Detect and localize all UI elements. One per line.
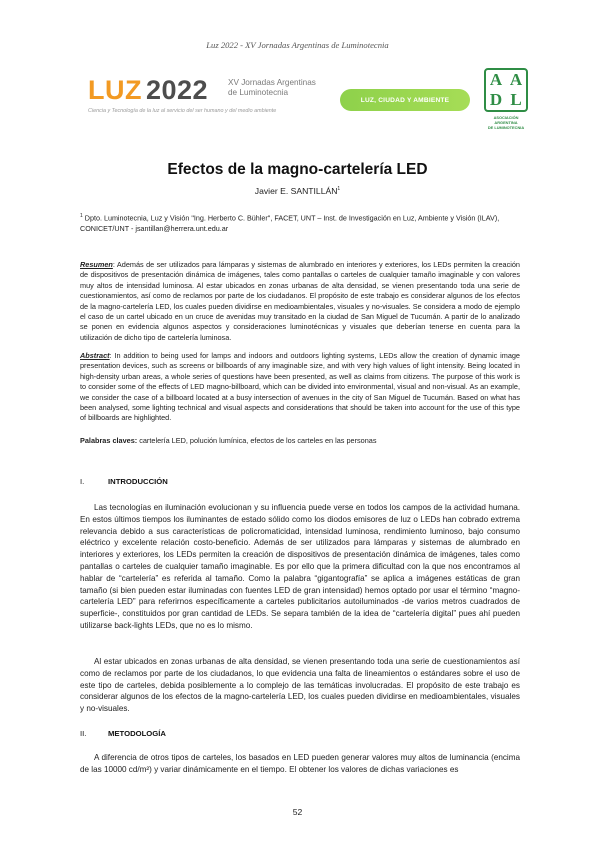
- resumen-label: Resumen: [80, 260, 113, 269]
- luz-logo-tagline: Ciencia y Tecnología de la luz al servicio del ser humano y del medio ambiente: [88, 108, 277, 114]
- keywords-label: Palabras claves:: [80, 436, 138, 445]
- section-number: I.: [80, 477, 85, 486]
- abstract-paragraph: [80, 351, 520, 424]
- luz-logo-subtitle: [228, 78, 338, 98]
- abstract-text: : In addition to being used for lamps and indoors and outdoors lighting systems, LEDs allow the creation of dynamic image presentation devices, such as screens or billboards of any imaginable size, and with very high values of light intensity. Being located in high-density urban areas, a whole series of questions have been presented, as well as claims from citizens. The purpose of this work is to consider some of the effects of LED magno-billboard, which can be divided into environmental, visual and non-visual. As an example, we consider the case of a billboard located at a busy intersection of avenues in the city of San Miguel de Tucumán. Based on what has been analysed, some lighting technical and visual aspects and considerations that should be taken into account for the use of this type of billboards are highlighted.: [80, 351, 520, 423]
- affiliation-mark: 1: [80, 213, 83, 219]
- aadl-logo: [484, 68, 528, 142]
- aadl-letter: L: [510, 90, 522, 109]
- aadl-caption-line: ASOCIACIÓN: [493, 115, 519, 120]
- body-paragraph: [80, 656, 520, 715]
- paper-title: Efectos de la magno-cartelería LED: [167, 161, 428, 178]
- keywords-line: [80, 436, 520, 446]
- author-affiliation-mark: 1: [337, 186, 341, 193]
- running-header: Luz 2022 - XV Jornadas Argentinas de Luminotecnia: [206, 40, 389, 50]
- aadl-letter: A: [489, 70, 503, 89]
- section-heading-introduccion: [80, 477, 520, 486]
- section-title: INTRODUCCIÓN: [108, 477, 168, 486]
- luz-logo-word: LUZ: [88, 75, 142, 105]
- abstract-label: Abstract: [80, 351, 110, 360]
- body-paragraph: [80, 752, 520, 776]
- section-title: METODOLOGÍA: [108, 729, 166, 738]
- author-name: Javier E. SANTILLÁN: [254, 186, 338, 196]
- body-paragraph: [80, 502, 520, 632]
- aadl-monogram: [484, 68, 528, 112]
- conference-theme-banner: LUZ, CIUDAD Y AMBIENTE: [340, 89, 470, 111]
- aadl-caption-line: ARGENTINA: [494, 120, 518, 125]
- aadl-letter: D: [489, 90, 503, 109]
- aadl-letter: A: [509, 70, 523, 89]
- affiliation-text: Dpto. Luminotecnia, Luz y Visión "Ing. Herberto C. Bühler", FACET, UNT – Inst. de Investigación en Luz, Ambiente y Visión (ILAV), CONICET/UNT - jsantillan@herrera.unt.edu.ar: [80, 213, 500, 234]
- paragraph-text: A diferencia de otros tipos de carteles, los basados en LED pueden generar valores muy altos de luminancia (encima de las 10000 cd/m²) y variar dinámicamente en el tiempo. El obtener los valores de dichas variaciones es: [80, 753, 520, 774]
- paragraph-text: Al estar ubicados en zonas urbanas de alta densidad, se vienen presentando toda una serie de cuestionamientos así como de reclamos por parte de los ciudadanos, lo que evidencia una falta de lineamientos o estándares sobre el uso de este tipo de carteles, debida posiblemente a lo complejo de las temáticas involucradas. El propósito de este trabajo es considerar algunos de los efectos de la magno-cartelería LED, los cuales pueden dividirse en medioambientales, visuales y no-visuales.: [80, 657, 520, 714]
- luz-logo-subtitle-line1: XV Jornadas Argentinas: [228, 78, 316, 87]
- paragraph-text: Las tecnologías en iluminación evolucionan y su influencia puede verse en todos los campos de la actividad humana. En estos últimos tiempos los iluminantes de estado sólido como los diodos emisores de luz o LEDs han cobrado extrema relevancia debido a sus características de policromaticidad, intensidad luminosa, rendimiento luminoso, bajo consumo eléctrico y excelente relación costo-beneficio. Además de ser utilizados para lámparas y sistemas de alumbrado en interiores y exteriores, los LEDs permiten la creación de dispositivos de presentación dinámica de imágenes, tales como pantallas o carteles de cualquier tamaño imaginable. Es por ello que la primera dificultad con la que nos encontramos al hablar de “cartelería” es referida al tamaño. Como la palabra “gigantografía” se aplica a imágenes estáticas de gran tamaño (si bien pueden estar iluminadas con fuentes LED de gran intensidad) hemos optado por usar el término “magno-cartelería LED” para referirnos específicamente a carteles publicitarios autoiluminados -de varios metros cuadrados de superficie-, constituidos por gran cantidad de LEDs. Se separa también de la idea de “cartelería digital” pues ahí pueden utilizarse back-lights LEDs, que no es lo mismo.: [80, 503, 520, 630]
- resumen-paragraph: [80, 260, 520, 343]
- section-heading-metodologia: [80, 729, 520, 738]
- aadl-caption-line: DE LUMINOTECNIA: [487, 125, 525, 130]
- resumen-text: : Además de ser utilizados para lámparas y sistemas de alumbrado en interiores y exteriores, los LEDs permiten la creación de dispositivos de presentación dinámica de imágenes, tales como pantallas o carteles de cualquier tamaño imaginable y con valores muy altos de intensidad luminosa. Al estar ubicados en zonas urbanas de alta densidad, se vienen presentando toda una serie de cuestionamientos, así como de reclamos por parte de los ciudadanos. El propósito de este trabajo es considerar algunos de los efectos de la magno-cartelería LED, los cuales pueden dividirse en medioambientales, visuales y no-visuales. Se considera a modo de ejemplo el caso de un cartel ubicado en un cruce de avenidas muy transitado en la ciudad de San Miguel de Tucumán. A partir de lo analizado se ponen en evidencia algunos aspectos y consideraciones luminotécnicas y visuales que deberían tenerse en cuenta para la utilización de dicho tipo de cartelería luminosa.: [80, 260, 520, 342]
- luz-2022-logo: [88, 76, 338, 124]
- section-number: II.: [80, 729, 87, 738]
- luz-logo-year: 2022: [145, 75, 209, 105]
- luz-logo-subtitle-line2: de Luminotecnia: [228, 88, 289, 97]
- page-number: 52: [292, 807, 303, 817]
- keywords-text: cartelería LED, polución lumínica, efectos de los carteles en las personas: [137, 436, 377, 445]
- author-affiliation: [80, 211, 520, 234]
- aadl-caption: [484, 115, 528, 130]
- paper-author: [0, 186, 595, 196]
